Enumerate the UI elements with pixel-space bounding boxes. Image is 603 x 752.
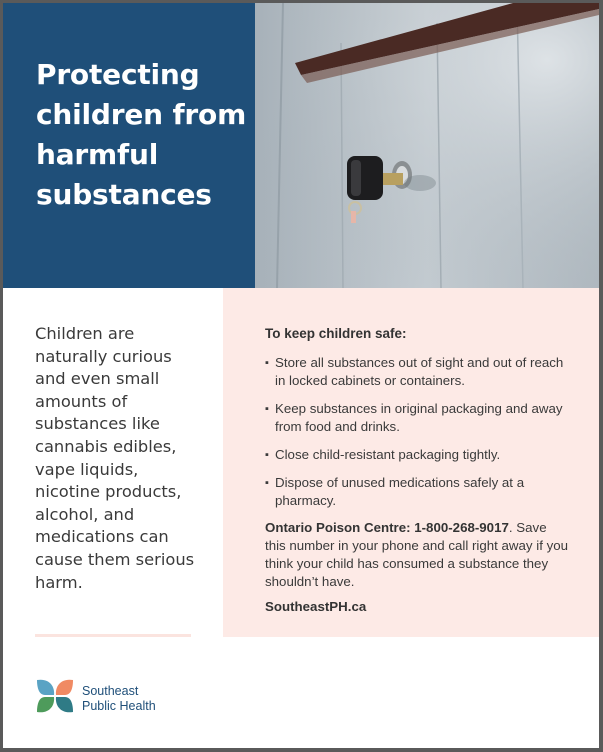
- safety-list: [265, 354, 565, 520]
- bullet-icon: ▪: [265, 403, 269, 415]
- website-link[interactable]: SoutheastPH.ca: [265, 599, 367, 614]
- page-title: Protecting children from harmful substances: [36, 58, 247, 211]
- organization-logo: [35, 676, 195, 716]
- flyer-page: [3, 3, 599, 748]
- bullet-icon: ▪: [265, 357, 269, 369]
- poison-centre-label: Ontario Poison Centre: 1-800-268-9017: [265, 520, 509, 535]
- logo-line-2: Public Health: [82, 698, 156, 713]
- hero-title-panel: [3, 3, 255, 288]
- logo-wordmark: [82, 684, 156, 713]
- list-item-text: Store all substances out of sight and out of reach in locked cabinets or containers.: [275, 355, 564, 388]
- intro-divider: [35, 634, 191, 637]
- cabinet-illustration: [255, 3, 599, 288]
- poison-centre-block: [265, 519, 570, 591]
- list-item-text: Dispose of unused medications safely at a pharmacy.: [275, 475, 525, 508]
- list-item-text: Keep substances in original packaging and away from food and drinks.: [275, 401, 563, 434]
- southeast-public-health-leaf-icon: [35, 676, 75, 716]
- poison-centre-text: Save this number in your phone and call right away if you think your child has consumed a substance they shouldn’t have.: [265, 520, 569, 589]
- list-item: [265, 400, 565, 436]
- poison-centre-period: .: [508, 520, 513, 535]
- list-item: [265, 446, 565, 464]
- locked-cabinet-key-photo: [255, 3, 599, 288]
- logo-line-1: Southeast: [82, 684, 139, 698]
- intro-text: Children are naturally curious and even small amounts of substances like cannabis edibles, vape liquids, nicotine products, alcohol, and medications can cause them serious harm.: [35, 324, 195, 592]
- list-item-text: Close child-resistant packaging tightly.: [275, 447, 501, 462]
- bullet-icon: ▪: [265, 449, 269, 461]
- safety-panel: [223, 288, 599, 637]
- list-item: [265, 354, 565, 390]
- bullet-icon: ▪: [265, 477, 269, 489]
- safety-heading: To keep children safe:: [265, 326, 407, 341]
- list-item: [265, 474, 565, 510]
